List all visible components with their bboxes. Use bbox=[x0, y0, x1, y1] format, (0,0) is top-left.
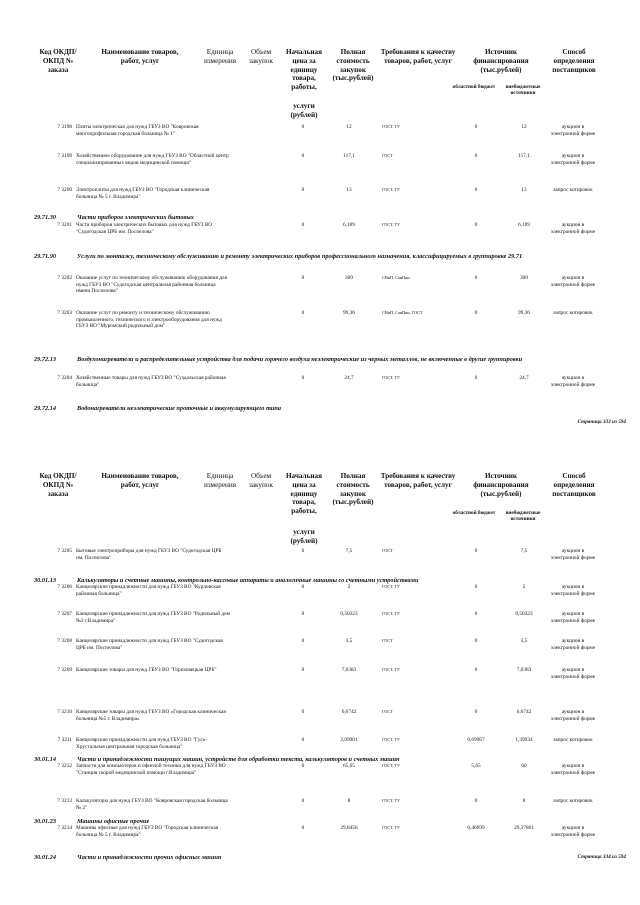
header-method: Способ определения поставщиков bbox=[552, 48, 596, 74]
total-cost: 2,09901 bbox=[340, 737, 358, 743]
group-code: 30.01.23 bbox=[34, 818, 57, 825]
item-name: Хозяйственные товары для нужд ГБУЗ ВО "Суздальская районная больница" bbox=[76, 375, 226, 388]
extra-budget: 3,5 bbox=[520, 638, 528, 644]
header-price: Начальная цена за единицу товара, работы, bbox=[285, 472, 323, 516]
quality-requirements: ГОСТ bbox=[382, 638, 393, 643]
order-code: 7 3207 bbox=[57, 611, 72, 617]
procurement-method: аукцион в электронной форме bbox=[550, 153, 596, 166]
unit-price: 0 bbox=[301, 310, 305, 316]
quality-requirements: ГОСТ, ТУ bbox=[382, 611, 400, 616]
total-cost: 8 bbox=[347, 798, 351, 804]
total-cost: 99,36 bbox=[343, 310, 355, 316]
extra-budget: 1,39934 bbox=[515, 737, 533, 743]
procurement-method: аукцион в электронной форме bbox=[550, 825, 596, 838]
total-cost: 0,50323 bbox=[340, 611, 358, 617]
unit-price: 0 bbox=[301, 375, 305, 381]
procurement-method: аукцион в электронной форме bbox=[550, 638, 596, 651]
page-334 bbox=[0, 462, 640, 905]
order-code: 7 3214 bbox=[57, 825, 72, 831]
header-method: Способ определения поставщиков bbox=[552, 472, 596, 498]
order-code: 7 3212 bbox=[57, 763, 72, 769]
procurement-method: аукцион в электронной форме bbox=[550, 763, 596, 776]
regional-budget: 5,65 bbox=[471, 763, 481, 769]
regional-budget: 0 bbox=[474, 798, 478, 804]
item-name: Калькуляторы для нужд ГБУЗ ВО "Ковровская городская больница № 2" bbox=[76, 798, 228, 811]
group-code: 30.01.13 bbox=[34, 577, 57, 584]
quality-requirements: ГОСТ, ТУ bbox=[382, 825, 400, 830]
unit-price: 0 bbox=[301, 709, 305, 715]
header-unit: Единица измерения bbox=[203, 48, 237, 65]
total-cost: 2 bbox=[347, 584, 351, 590]
group-code: 29.71.90 bbox=[34, 253, 57, 260]
extra-budget: 300 bbox=[520, 275, 528, 281]
procurement-method: запрос котировок bbox=[553, 310, 593, 316]
regional-budget: 0,46699 bbox=[467, 825, 485, 831]
regional-budget: 0 bbox=[474, 124, 478, 130]
order-code: 7 3208 bbox=[57, 638, 72, 644]
item-name: Хозяйственное оборудование для нужд ГБУЗ ВО "Областной центр специализированных видов медицинской помощи" bbox=[76, 153, 229, 166]
item-name: Запчасти для компьютеров и офисной техники для нужд ГБУЗ ВО "Станция скорой медицинской помощи г.Владимира" bbox=[76, 763, 226, 776]
quality-requirements: ГОСТ, ТУ bbox=[382, 798, 400, 803]
quality-requirements: СНиП, СанПин, ГОСТ bbox=[382, 310, 423, 315]
procurement-method: запрос котировок bbox=[553, 187, 593, 193]
order-code: 7 3211 bbox=[57, 737, 72, 743]
quality-requirements: ГОСТ bbox=[382, 548, 393, 553]
total-cost: 7,5 bbox=[345, 548, 353, 554]
procurement-method: аукцион в электронной форме bbox=[550, 124, 596, 137]
regional-budget: 0 bbox=[474, 667, 478, 673]
quality-requirements: ГОСТ, ТУ bbox=[382, 187, 400, 192]
unit-price: 0 bbox=[301, 584, 305, 590]
order-code: 7 3206 bbox=[57, 584, 72, 590]
header-source-extra: внебюджетные источники bbox=[505, 510, 541, 523]
unit-price: 0 bbox=[301, 611, 305, 617]
header-source-regional: областной бюджет bbox=[452, 510, 496, 516]
header-source: Источник финансирования (тыс.рублей) bbox=[473, 472, 529, 498]
order-code: 7 3213 bbox=[57, 798, 72, 804]
extra-budget: 6,109 bbox=[518, 222, 530, 228]
order-code: 7 3202 bbox=[57, 275, 72, 281]
extra-budget: 0,50323 bbox=[515, 611, 533, 617]
unit-price: 0 bbox=[301, 667, 305, 673]
header-source: Источник финансирования (тыс.рублей) bbox=[473, 48, 529, 74]
item-name: Бытовые электроприборы для нужд ГБУЗ ВО "Судогодская ЦРБ им. Поспелова" bbox=[76, 548, 222, 561]
procurement-method: аукцион в электронной форме bbox=[550, 667, 596, 680]
regional-budget: 0 bbox=[474, 584, 478, 590]
total-cost: 13 bbox=[346, 187, 352, 193]
item-name: Плиты электрическая для нужд ГБУЗ ВО "Ковровская многопрофильная городская больница № 1" bbox=[76, 124, 199, 137]
group-code: 30.01.24 bbox=[34, 854, 57, 861]
group-title: Части и принадлежности прочих офисных машин bbox=[77, 854, 222, 861]
item-name: Канцелярские принадлежности для нужд ГБУЗ ВО "Гусь-Хрустальная центральная городская больница" bbox=[76, 737, 207, 750]
total-cost: 300 bbox=[345, 275, 353, 281]
regional-budget: 0 bbox=[474, 222, 478, 228]
unit-price: 0 bbox=[301, 798, 305, 804]
header-requirements: Требования к качеству товаров, работ, услуг bbox=[380, 48, 456, 65]
header-price: Начальная цена за единицу товара, работы, bbox=[285, 48, 323, 92]
group-code: 29.71.30 bbox=[34, 214, 57, 221]
group-title: Водонагреватели неэлектрические проточные и аккумулирующего типа bbox=[77, 405, 282, 412]
regional-budget: 0,69967 bbox=[467, 737, 485, 743]
header-name: Наименование товаров, работ, услуг bbox=[101, 472, 179, 489]
group-title: Услуги по монтажу, техническому обслуживанию и ремонту электрических приборов профессионального назначения, классифицируемых в группировке 29.71 bbox=[77, 253, 523, 260]
extra-budget: 99,36 bbox=[518, 310, 530, 316]
extra-budget: 29,37861 bbox=[514, 825, 534, 831]
extra-budget: 13 bbox=[521, 187, 527, 193]
header-price-services: услуги (рублей) bbox=[290, 528, 318, 545]
procurement-method: аукцион в электронной форме bbox=[550, 709, 596, 722]
quality-requirements: ГОСТ, ТУ bbox=[382, 667, 400, 672]
unit-price: 0 bbox=[301, 763, 305, 769]
total-cost: 24,7 bbox=[344, 375, 354, 381]
header-unit: Единица измерения bbox=[203, 472, 237, 489]
procurement-method: аукцион в электронной форме bbox=[550, 611, 596, 624]
regional-budget: 0 bbox=[474, 709, 478, 715]
group-code: 29.72.13 bbox=[34, 356, 57, 363]
item-name: Канцелярские принадлежности для нужд ГБУЗ ВО "Судогодская ЦРБ им. Поспелова" bbox=[76, 638, 223, 651]
order-code: 7 3209 bbox=[57, 667, 72, 673]
group-title: Воздухонагреватели и распределительные устройства для подачи горячего воздуха неэлектрические из черных металлов, не включенные в другие группировки bbox=[77, 356, 523, 363]
procurement-method: запрос котировок bbox=[553, 798, 593, 804]
item-name: Канцелярские товары для нужд ГБУЗ ВО «Городская клиническая больница №5 г. Владимира» bbox=[76, 709, 226, 722]
item-name: Оказание услуг по техническому обслуживанию оборудования для нужд ГБУЗ ВО "Судогодская центральная районная больница имени Поспелова" bbox=[76, 275, 227, 295]
unit-price: 0 bbox=[301, 638, 305, 644]
extra-budget: 12 bbox=[521, 124, 527, 130]
header-cost: Полная стоимость закупок (тыс.рублей) bbox=[332, 48, 374, 83]
item-name: Канцелярские принадлежности для нужд ГБУЗ ВО "Родильный дом №2 г.Владимира" bbox=[76, 611, 230, 624]
regional-budget: 0 bbox=[474, 548, 478, 554]
procurement-method: аукцион в электронной форме bbox=[550, 548, 596, 561]
quality-requirements: ГОСТ, ТУ bbox=[382, 737, 400, 742]
procurement-method: аукцион в электронной форме bbox=[550, 222, 596, 235]
header-price-services: услуги (рублей) bbox=[290, 102, 318, 119]
order-code: 7 3205 bbox=[57, 548, 72, 554]
quality-requirements: ГОСТ, ТУ bbox=[382, 124, 400, 129]
unit-price: 0 bbox=[301, 187, 305, 193]
extra-budget: 2 bbox=[522, 584, 526, 590]
unit-price: 0 bbox=[301, 548, 305, 554]
quality-requirements: ГОСТ bbox=[382, 153, 393, 158]
extra-budget: 6,6742 bbox=[516, 709, 532, 715]
total-cost: 7,0383 bbox=[341, 667, 357, 673]
order-code: 7 3210 bbox=[57, 709, 72, 715]
procurement-method: аукцион в электронной форме bbox=[550, 375, 596, 388]
group-code: 29.72.14 bbox=[34, 405, 57, 412]
extra-budget: 117,1 bbox=[518, 153, 530, 159]
header-name: Наименование товаров, работ, услуг bbox=[101, 48, 179, 65]
page-333 bbox=[0, 40, 640, 440]
regional-budget: 0 bbox=[474, 375, 478, 381]
regional-budget: 0 bbox=[474, 153, 478, 159]
quality-requirements: ГОСТ, ТУ bbox=[382, 584, 400, 589]
procurement-method: аукцион в электронной форме bbox=[550, 584, 596, 597]
header-volume: Объем закупок bbox=[249, 48, 273, 65]
unit-price: 0 bbox=[301, 153, 305, 159]
regional-budget: 0 bbox=[474, 275, 478, 281]
item-name: Канцелярские принадлежности для нужд ГБУЗ ВО "Курловская районная больница" bbox=[76, 584, 221, 597]
quality-requirements: ГОСТ, ТУ bbox=[382, 222, 400, 227]
header-source-regional: областной бюджет bbox=[452, 84, 496, 90]
group-code: 30.01.14 bbox=[34, 756, 57, 763]
order-code: 7 3198 bbox=[57, 124, 72, 130]
quality-requirements: СНиП, СанПин bbox=[382, 275, 410, 280]
order-code: 7 3203 bbox=[57, 310, 72, 316]
total-cost: 6,109 bbox=[343, 222, 355, 228]
regional-budget: 0 bbox=[474, 611, 478, 617]
quality-requirements: ГОСТ, ТУ bbox=[382, 763, 400, 768]
total-cost: 65,65 bbox=[343, 763, 355, 769]
total-cost: 12 bbox=[346, 124, 352, 130]
unit-price: 0 bbox=[301, 275, 305, 281]
extra-budget: 60 bbox=[521, 763, 527, 769]
regional-budget: 0 bbox=[474, 638, 478, 644]
order-code: 7 3200 bbox=[57, 187, 72, 193]
item-name: Части приборов электрических бытовых для нужд ГБУЗ ВО "Судогодская ЦРБ им. Поспелова" bbox=[76, 222, 213, 235]
header-cost: Полная стоимость закупок (тыс.рублей) bbox=[332, 472, 374, 507]
total-cost: 29,8456 bbox=[340, 825, 358, 831]
header-source-extra: внебюджетные источники bbox=[505, 84, 541, 97]
page-footer: Страница 333 из 594 bbox=[577, 419, 626, 425]
unit-price: 0 bbox=[301, 825, 305, 831]
total-cost: 3,5 bbox=[345, 638, 353, 644]
page-footer: Страница 334 из 594 bbox=[577, 854, 626, 860]
quality-requirements: ГОСТ bbox=[382, 709, 393, 714]
group-title: Машины офисные прочие bbox=[77, 818, 150, 825]
header-requirements: Требования к качеству товаров, работ, услуг bbox=[380, 472, 456, 489]
unit-price: 0 bbox=[301, 124, 305, 130]
quality-requirements: ГОСТ, ТУ bbox=[382, 375, 400, 380]
regional-budget: 0 bbox=[474, 310, 478, 316]
procurement-method: запрос котировок bbox=[553, 737, 593, 743]
header-code: Код ОКДП/ ОКПД № заказа bbox=[39, 48, 77, 74]
regional-budget: 0 bbox=[474, 187, 478, 193]
header-volume: Объем закупок bbox=[249, 472, 273, 489]
header-code: Код ОКДП/ ОКПД № заказа bbox=[39, 472, 77, 498]
order-code: 7 3201 bbox=[57, 222, 72, 228]
item-name: Канцелярские товары для нужд ГБУЗ ВО "Гороховецкая ЦРБ" bbox=[76, 667, 217, 673]
item-name: Электроплиты для нужд ГБУЗ ВО "Городская клиническая больница № 5 г. Владимира" bbox=[76, 187, 210, 200]
extra-budget: 24,7 bbox=[519, 375, 529, 381]
group-title: Калькуляторы и счетные машины, контрольно-кассовые аппараты и аналогичные машины со счетными устройствами bbox=[77, 577, 419, 584]
unit-price: 0 bbox=[301, 222, 305, 228]
extra-budget: 7,5 bbox=[520, 548, 528, 554]
order-code: 7 3199 bbox=[57, 153, 72, 159]
extra-budget: 8 bbox=[522, 798, 526, 804]
extra-budget: 7,0383 bbox=[516, 667, 532, 673]
item-name: Оказание услуг по ремонту и техническому обслуживанию промышленного, технического и электрооборудования для нужд ГБУЗ ВО "Муромский родильный дом" bbox=[76, 310, 222, 330]
unit-price: 0 bbox=[301, 737, 305, 743]
order-code: 7 3204 bbox=[57, 375, 72, 381]
item-name: Машины офисные для нужд ГБУЗ ВО "Городская клиническая больница № 5 г. Владимира" bbox=[76, 825, 219, 838]
group-title: Части и принадлежности пишущих машин, устройств для обработки текста, калькуляторов и счетных машин bbox=[77, 756, 400, 763]
procurement-method: аукцион в электронной форме bbox=[550, 275, 596, 288]
total-cost: 117,1 bbox=[343, 153, 355, 159]
group-title: Части приборов электрических бытовых bbox=[77, 214, 194, 221]
total-cost: 6,6742 bbox=[341, 709, 357, 715]
